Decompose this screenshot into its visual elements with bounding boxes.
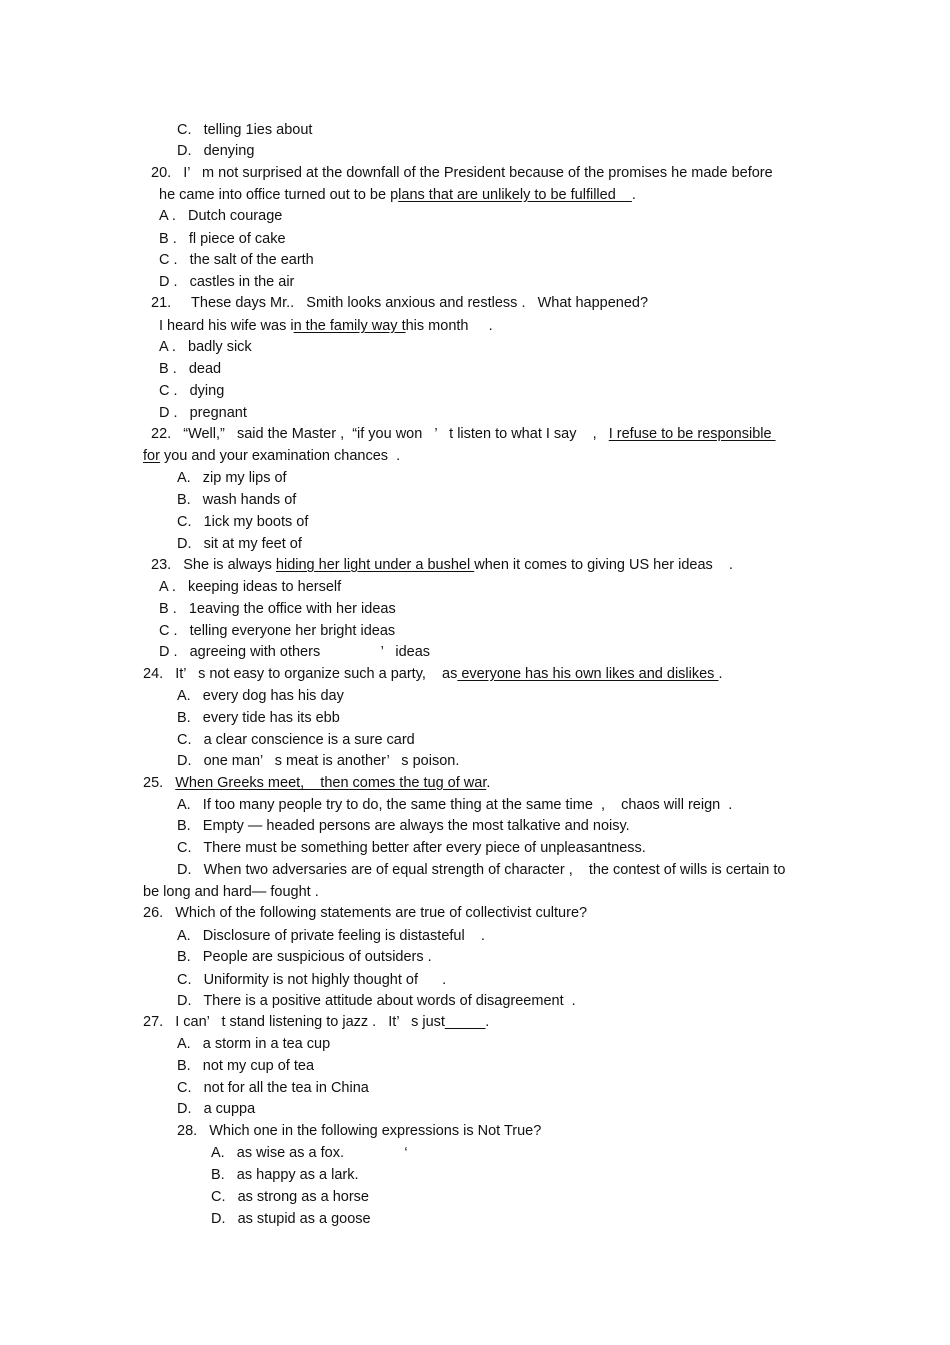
option-19c: C. telling 1ies about (177, 122, 313, 138)
option-22b: B. wash hands of (177, 492, 297, 508)
option-28b: B. as happy as a lark. (211, 1167, 359, 1183)
option-25b: B. Empty — headed persons are always the most talkative and noisy. (177, 818, 630, 834)
question-23: 23. She is always hiding her light under a bushel when it comes to giving US her ideas . (151, 557, 733, 573)
option-22d: D. sit at my feet of (177, 536, 302, 552)
option-20a: A . Dutch courage (159, 208, 283, 224)
option-23c: C . telling everyone her bright ideas (159, 623, 396, 639)
underlined-phrase: everyone has his own likes and dislikes (457, 666, 719, 682)
option-20b: B . fl piece of cake (159, 231, 286, 247)
option-21a: A . badly sick (159, 339, 252, 355)
option-26d: D. There is a positive attitude about words of disagreement . (177, 993, 576, 1009)
question-24: 24. It’ s not easy to organize such a party, as everyone has his own likes and dislikes . (143, 666, 723, 682)
question-27: 27. I can’ t stand listening to jazz . It’ s just_____. (143, 1014, 490, 1030)
option-28d: D. as stupid as a goose (211, 1211, 371, 1227)
option-24b: B. every tide has its ebb (177, 710, 340, 726)
option-27d: D. a cuppa (177, 1101, 256, 1117)
option-20c: C . the salt of the earth (159, 252, 314, 268)
option-26b: B. People are suspicious of outsiders . (177, 949, 432, 965)
option-24c: C. a clear conscience is a sure card (177, 732, 415, 748)
option-20d: D . castles in the air (159, 274, 295, 290)
underlined-phrase: When Greeks meet, then comes the tug of war (175, 775, 487, 791)
underlined-phrase: n the family way t (293, 318, 406, 334)
option-25d-cont: be long and hard— fought . (143, 884, 319, 900)
option-28a: A. as wise as a fox. ‘ (211, 1145, 408, 1161)
option-22c: C. 1ick my boots of (177, 514, 309, 530)
question-21-cont: I heard his wife was in the family way this month . (159, 318, 493, 334)
option-26c: C. Uniformity is not highly thought of . (177, 972, 447, 988)
option-26a: A. Disclosure of private feeling is distasteful . (177, 928, 485, 944)
option-27b: B. not my cup of tea (177, 1058, 315, 1074)
option-21b: B . dead (159, 361, 222, 377)
underlined-phrase: for (143, 448, 160, 464)
option-23b: B . 1eaving the office with her ideas (159, 601, 396, 617)
question-22-cont: for you and your examination chances . (143, 448, 401, 464)
option-25d: D. When two adversaries are of equal strength of character , the contest of wills is certain to (177, 862, 786, 878)
option-24d: D. one man’ s meat is another’ s poison. (177, 753, 460, 769)
option-25c: C. There must be something better after every piece of unpleasantness. (177, 840, 646, 856)
question-26: 26. Which of the following statements are true of collectivist culture? (143, 905, 588, 921)
option-21d: D . pregnant (159, 405, 247, 421)
underlined-phrase: I refuse to be responsible (608, 426, 776, 442)
option-23a: A . keeping ideas to herself (159, 579, 342, 595)
option-24a: A. every dog has his day (177, 688, 344, 704)
option-25a: A. If too many people try to do, the same thing at the same time , chaos will reign . (177, 797, 733, 813)
question-28: 28. Which one in the following expressions is Not True? (177, 1123, 542, 1139)
question-22: 22. “Well,” said the Master , “if you won ’ t listen to what I say , I refuse to be responsible (151, 426, 776, 442)
option-21c: C . dying (159, 383, 225, 399)
option-27c: C. not for all the tea in China (177, 1080, 369, 1096)
underlined-phrase: lans that are unlikely to be fulfilled (398, 187, 632, 203)
underlined-phrase: hiding her light under a bushel (275, 557, 475, 573)
option-27a: A. a storm in a tea cup (177, 1036, 331, 1052)
question-21: 21. These days Mr.. Smith looks anxious and restless . What happened? (151, 295, 649, 311)
question-20: 20. I’ m not surprised at the downfall of the President because of the promises he made before (151, 165, 773, 181)
question-25: 25. When Greeks meet, then comes the tug of war. (143, 775, 491, 791)
option-23d: D . agreeing with others ’ ideas (159, 644, 431, 660)
option-22a: A. zip my lips of (177, 470, 287, 486)
option-28c: C. as strong as a horse (211, 1189, 369, 1205)
answer-blank: _____ (444, 1014, 486, 1030)
question-20-cont: he came into office turned out to be plans that are unlikely to be fulfilled . (159, 187, 636, 203)
option-19d: D. denying (177, 143, 255, 159)
